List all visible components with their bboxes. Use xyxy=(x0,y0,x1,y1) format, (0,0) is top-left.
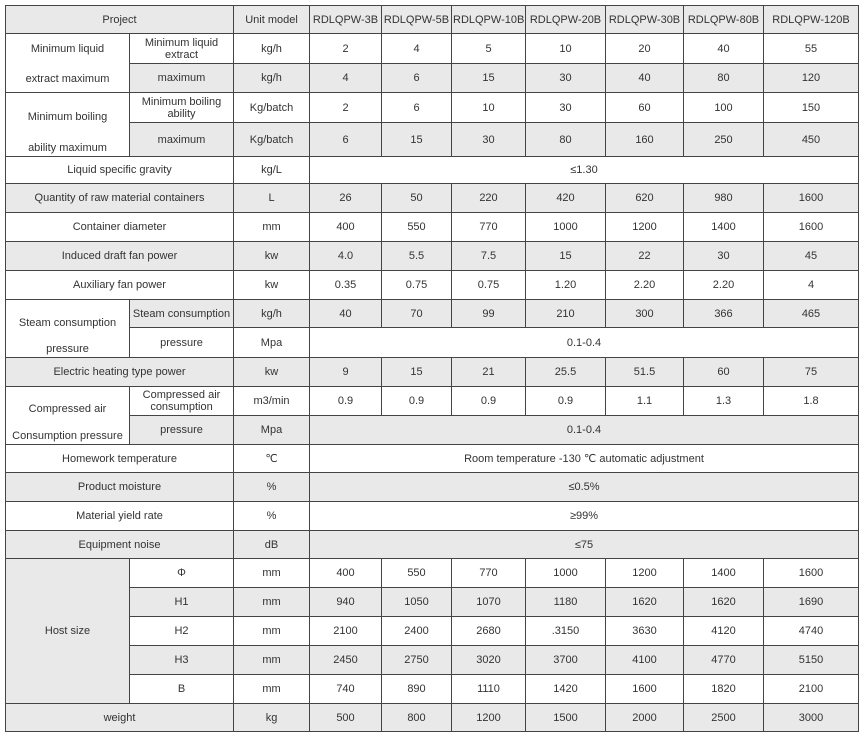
table-row xyxy=(6,213,859,242)
value-cell: 10 xyxy=(526,34,606,64)
merged-value-cell: ≤0.5% xyxy=(310,473,859,502)
unit-cell: kg/h xyxy=(234,64,310,93)
value-cell: 60 xyxy=(606,93,684,123)
value-cell: 1000 xyxy=(526,559,606,588)
value-cell: 890 xyxy=(382,675,452,704)
value-cell: 1.1 xyxy=(606,387,684,416)
value-cell: 1620 xyxy=(684,588,764,617)
header-row xyxy=(6,6,859,34)
table-row xyxy=(6,387,859,416)
row-label: Electric heating type power xyxy=(6,358,234,387)
value-cell: 4 xyxy=(310,64,382,93)
value-cell: 15 xyxy=(382,123,452,157)
value-cell: 740 xyxy=(310,675,382,704)
value-cell: 770 xyxy=(452,559,526,588)
row-label: pressure xyxy=(130,416,234,445)
row-label: Compressed air consumption xyxy=(130,387,234,416)
value-cell: 1.3 xyxy=(684,387,764,416)
unit-cell: Mpa xyxy=(234,416,310,445)
value-cell: 22 xyxy=(606,242,684,271)
value-cell: 3700 xyxy=(526,646,606,675)
value-cell: 100 xyxy=(684,93,764,123)
unit-cell: m3/min xyxy=(234,387,310,416)
group-label-line: Minimum boiling xyxy=(27,111,108,123)
value-cell: 366 xyxy=(684,300,764,328)
model-header: RDLQPW-20B xyxy=(526,6,606,34)
value-cell: 1600 xyxy=(606,675,684,704)
value-cell: 45 xyxy=(764,242,859,271)
value-cell: 2.20 xyxy=(684,271,764,300)
unit-cell: mm xyxy=(234,213,310,242)
table-row xyxy=(6,271,859,300)
row-label: H1 xyxy=(130,588,234,617)
value-cell: 220 xyxy=(452,184,526,213)
value-cell: 75 xyxy=(764,358,859,387)
table-row xyxy=(6,473,859,502)
unit-cell: mm xyxy=(234,559,310,588)
row-label: weight xyxy=(6,704,234,732)
value-cell: 940 xyxy=(310,588,382,617)
unit-header: Unit model xyxy=(234,6,310,34)
value-cell: 2 xyxy=(310,93,382,123)
value-cell: 1050 xyxy=(382,588,452,617)
unit-cell: mm xyxy=(234,617,310,646)
value-cell: 2450 xyxy=(310,646,382,675)
group-label-line: Consumption pressure xyxy=(12,430,123,442)
row-label: Minimum boiling ability xyxy=(130,93,234,123)
value-cell: 0.75 xyxy=(382,271,452,300)
value-cell: 400 xyxy=(310,213,382,242)
unit-cell: Kg/batch xyxy=(234,123,310,157)
table-row xyxy=(6,502,859,531)
row-label: H3 xyxy=(130,646,234,675)
value-cell: 80 xyxy=(526,123,606,157)
value-cell: 500 xyxy=(310,704,382,732)
value-cell: 50 xyxy=(382,184,452,213)
value-cell: 30 xyxy=(526,64,606,93)
unit-cell: Mpa xyxy=(234,328,310,358)
value-cell: 1600 xyxy=(764,184,859,213)
unit-cell: kw xyxy=(234,271,310,300)
unit-cell: mm xyxy=(234,646,310,675)
value-cell: 1110 xyxy=(452,675,526,704)
merged-value-cell: ≥99% xyxy=(310,502,859,531)
value-cell: 1400 xyxy=(684,559,764,588)
value-cell: 3020 xyxy=(452,646,526,675)
table-row xyxy=(6,123,859,157)
table-row xyxy=(6,704,859,732)
value-cell: 450 xyxy=(764,123,859,157)
table-row xyxy=(6,328,859,358)
value-cell: 1200 xyxy=(606,559,684,588)
boiling-group-label xyxy=(6,93,130,157)
value-cell: 15 xyxy=(382,358,452,387)
value-cell: 250 xyxy=(684,123,764,157)
value-cell: 1690 xyxy=(764,588,859,617)
unit-cell: kg/L xyxy=(234,157,310,184)
value-cell: 1180 xyxy=(526,588,606,617)
project-header: Project xyxy=(6,6,234,34)
row-label: Material yield rate xyxy=(6,502,234,531)
group-label-line: extract maximum xyxy=(25,73,110,85)
merged-value-cell: 0.1-0.4 xyxy=(310,328,859,358)
value-cell: 550 xyxy=(382,213,452,242)
value-cell: 9 xyxy=(310,358,382,387)
value-cell: 4740 xyxy=(764,617,859,646)
model-header: RDLQPW-80B xyxy=(684,6,764,34)
value-cell: 620 xyxy=(606,184,684,213)
table-row xyxy=(6,34,859,64)
model-header: RDLQPW-3B xyxy=(310,6,382,34)
row-label: maximum xyxy=(130,123,234,157)
model-header: RDLQPW-120B xyxy=(764,6,859,34)
table-row xyxy=(6,588,859,617)
value-cell: 4770 xyxy=(684,646,764,675)
unit-cell: kw xyxy=(234,242,310,271)
unit-cell: kg/h xyxy=(234,34,310,64)
unit-cell: kg/h xyxy=(234,300,310,328)
value-cell: 2680 xyxy=(452,617,526,646)
value-cell: 2750 xyxy=(382,646,452,675)
row-label: H2 xyxy=(130,617,234,646)
value-cell: 1070 xyxy=(452,588,526,617)
value-cell: 30 xyxy=(452,123,526,157)
table-row xyxy=(6,64,859,93)
table-row xyxy=(6,646,859,675)
value-cell: 0.9 xyxy=(526,387,606,416)
value-cell: 160 xyxy=(606,123,684,157)
table-row xyxy=(6,184,859,213)
group-label-line: Compressed air xyxy=(28,403,107,415)
value-cell: 5.5 xyxy=(382,242,452,271)
row-label: Auxiliary fan power xyxy=(6,271,234,300)
value-cell: 40 xyxy=(310,300,382,328)
value-cell: 6 xyxy=(382,93,452,123)
row-label: Homework temperature xyxy=(6,445,234,473)
row-label: maximum xyxy=(130,64,234,93)
value-cell: 99 xyxy=(452,300,526,328)
value-cell: 7.5 xyxy=(452,242,526,271)
group-label-line: ability maximum xyxy=(28,142,107,154)
value-cell: 1.20 xyxy=(526,271,606,300)
value-cell: 770 xyxy=(452,213,526,242)
table-row xyxy=(6,617,859,646)
value-cell: 60 xyxy=(684,358,764,387)
unit-cell: kw xyxy=(234,358,310,387)
value-cell: 2500 xyxy=(684,704,764,732)
merged-value-cell: Room temperature -130 ℃ automatic adjustment xyxy=(310,445,859,473)
value-cell: 15 xyxy=(452,64,526,93)
model-header: RDLQPW-5B xyxy=(382,6,452,34)
value-cell: 1200 xyxy=(606,213,684,242)
value-cell: 300 xyxy=(606,300,684,328)
merged-value-cell: 0.1-0.4 xyxy=(310,416,859,445)
table-row xyxy=(6,531,859,559)
value-cell: 21 xyxy=(452,358,526,387)
steam-group-label xyxy=(6,300,130,358)
value-cell: 30 xyxy=(526,93,606,123)
unit-cell: mm xyxy=(234,588,310,617)
value-cell: 55 xyxy=(764,34,859,64)
table-row xyxy=(6,559,859,588)
table-row xyxy=(6,300,859,328)
value-cell: 210 xyxy=(526,300,606,328)
value-cell: 1820 xyxy=(684,675,764,704)
value-cell: 2400 xyxy=(382,617,452,646)
value-cell: 4100 xyxy=(606,646,684,675)
value-cell: 6 xyxy=(382,64,452,93)
table-row xyxy=(6,242,859,271)
value-cell: 51.5 xyxy=(606,358,684,387)
table-row xyxy=(6,445,859,473)
value-cell: 6 xyxy=(310,123,382,157)
value-cell: 1.8 xyxy=(764,387,859,416)
value-cell: 3630 xyxy=(606,617,684,646)
row-label: Induced draft fan power xyxy=(6,242,234,271)
value-cell: 1400 xyxy=(684,213,764,242)
value-cell: 980 xyxy=(684,184,764,213)
value-cell: 1200 xyxy=(452,704,526,732)
value-cell: 550 xyxy=(382,559,452,588)
merged-value-cell: ≤1.30 xyxy=(310,157,859,184)
value-cell: 4 xyxy=(382,34,452,64)
value-cell: 25.5 xyxy=(526,358,606,387)
value-cell: 2100 xyxy=(310,617,382,646)
value-cell: 40 xyxy=(684,34,764,64)
value-cell: 4120 xyxy=(684,617,764,646)
value-cell: 5 xyxy=(452,34,526,64)
row-label: Quantity of raw material containers xyxy=(6,184,234,213)
row-label: Steam consumption xyxy=(130,300,234,328)
row-label: Φ xyxy=(130,559,234,588)
unit-cell: % xyxy=(234,502,310,531)
compressed-air-group-label xyxy=(6,387,130,445)
table-row xyxy=(6,157,859,184)
value-cell: 1620 xyxy=(606,588,684,617)
value-cell: 26 xyxy=(310,184,382,213)
value-cell: 0.9 xyxy=(310,387,382,416)
row-label: Liquid specific gravity xyxy=(6,157,234,184)
value-cell: 1000 xyxy=(526,213,606,242)
model-header: RDLQPW-10B xyxy=(452,6,526,34)
unit-cell: Kg/batch xyxy=(234,93,310,123)
value-cell: 4.0 xyxy=(310,242,382,271)
table-row xyxy=(6,416,859,445)
group-label-line: Minimum liquid xyxy=(30,43,105,55)
value-cell: 2 xyxy=(310,34,382,64)
value-cell: 420 xyxy=(526,184,606,213)
group-label-line: Steam consumption xyxy=(18,317,117,329)
table-row xyxy=(6,675,859,704)
row-label: Product moisture xyxy=(6,473,234,502)
value-cell: 1500 xyxy=(526,704,606,732)
spec-table xyxy=(5,5,859,732)
unit-cell: dB xyxy=(234,531,310,559)
value-cell: 5150 xyxy=(764,646,859,675)
table-row xyxy=(6,93,859,123)
row-label: Minimum liquid extract xyxy=(130,34,234,64)
group-label-line: pressure xyxy=(46,343,89,355)
value-cell: 120 xyxy=(764,64,859,93)
row-label: B xyxy=(130,675,234,704)
unit-cell: ℃ xyxy=(234,445,310,473)
value-cell: 3000 xyxy=(764,704,859,732)
value-cell: 1600 xyxy=(764,559,859,588)
unit-cell: % xyxy=(234,473,310,502)
value-cell: 40 xyxy=(606,64,684,93)
model-header: RDLQPW-30B xyxy=(606,6,684,34)
unit-cell: L xyxy=(234,184,310,213)
value-cell: 800 xyxy=(382,704,452,732)
value-cell: 80 xyxy=(684,64,764,93)
value-cell: 0.9 xyxy=(382,387,452,416)
value-cell: 0.75 xyxy=(452,271,526,300)
value-cell: 2.20 xyxy=(606,271,684,300)
value-cell: 15 xyxy=(526,242,606,271)
value-cell: 400 xyxy=(310,559,382,588)
unit-cell: mm xyxy=(234,675,310,704)
value-cell: 20 xyxy=(606,34,684,64)
merged-value-cell: ≤75 xyxy=(310,531,859,559)
table-row xyxy=(6,358,859,387)
row-label: pressure xyxy=(130,328,234,358)
value-cell: 150 xyxy=(764,93,859,123)
value-cell: 2000 xyxy=(606,704,684,732)
value-cell: 2100 xyxy=(764,675,859,704)
value-cell: 4 xyxy=(764,271,859,300)
host-size-label: Host size xyxy=(6,559,130,704)
value-cell: .3150 xyxy=(526,617,606,646)
value-cell: 0.9 xyxy=(452,387,526,416)
row-label: Equipment noise xyxy=(6,531,234,559)
value-cell: 1420 xyxy=(526,675,606,704)
value-cell: 465 xyxy=(764,300,859,328)
value-cell: 1600 xyxy=(764,213,859,242)
value-cell: 0.35 xyxy=(310,271,382,300)
liquid-extract-group-label xyxy=(6,34,130,93)
value-cell: 30 xyxy=(684,242,764,271)
value-cell: 70 xyxy=(382,300,452,328)
value-cell: 10 xyxy=(452,93,526,123)
unit-cell: kg xyxy=(234,704,310,732)
row-label: Container diameter xyxy=(6,213,234,242)
